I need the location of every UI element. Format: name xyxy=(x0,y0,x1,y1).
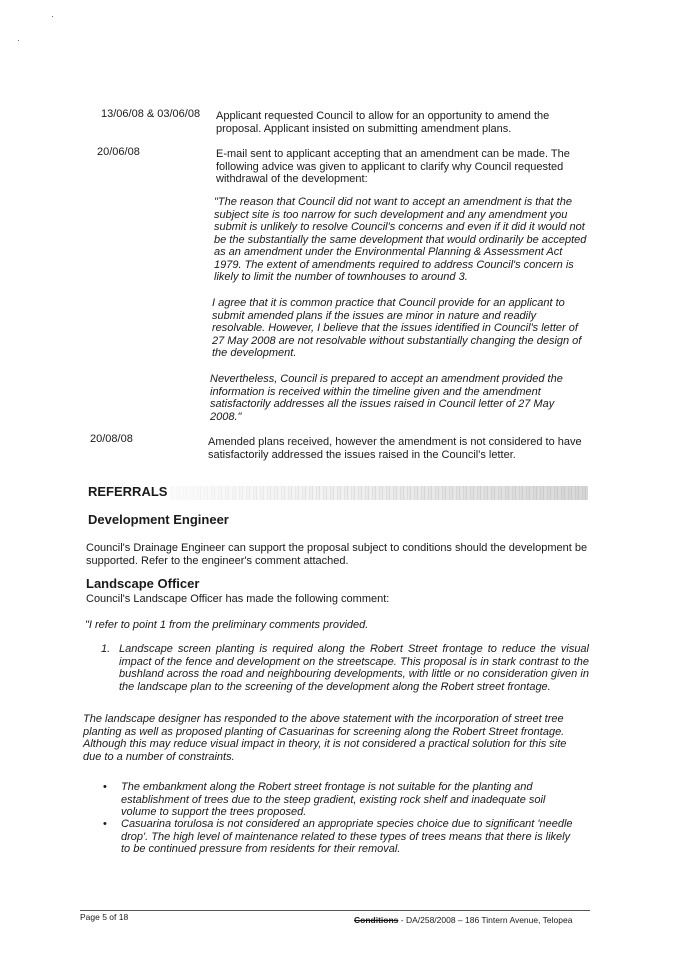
quote-paragraph: Nevertheless, Council is prepared to accept an amendment provided the information is received within the timeline given and the amendment satisfactorily addresses all the issues raised in Council letter of 27 May 2008." xyxy=(210,373,563,423)
bullet-icon: • xyxy=(103,781,107,793)
scan-speck xyxy=(52,16,53,17)
section-heading: REFERRALS xyxy=(88,484,168,499)
quote-paragraph: I agree that it is common practice that Council provide for an applicant to submit amended plans if the issues are minor in nature and readily resolvable. However, I believe that the issues identified in Council's letter of 27 May 2008 are not resolvable without substantially changing the design of the development. xyxy=(212,297,582,359)
timeline-date: 20/06/08 xyxy=(97,146,140,158)
subheading-landscape-officer: Landscape Officer xyxy=(86,576,200,591)
timeline-text: Amended plans received, however the amendment is not considered to have satisfactorily addressed the issues raised in the Council's letter. xyxy=(208,436,582,461)
engineer-comment: Council's Drainage Engineer can support the proposal subject to conditions should the development be supported. Refer to the engineer's comment attached. xyxy=(86,542,588,567)
quote-paragraph: "The reason that Council did not want to accept an amendment is that the subject site is too narrow for such development and any amendment you submit is unlikely to resolve Council's concerns and even if it did it would not be the substantially the same development that would ordinarily be accepted as an amendment under the Environmental Planning & Assessment Act 1979. The extent of amendments required to address Council's concern is likely to limit the number of townhouses to around 3. xyxy=(214,196,587,283)
subheading-development-engineer: Development Engineer xyxy=(88,512,229,527)
bullet-icon: • xyxy=(103,818,107,830)
timeline-text: Applicant requested Council to allow for an opportunity to amend the proposal. Applicant insisted on submitting amendment plans. xyxy=(216,110,550,135)
landscape-quote-intro: "I refer to point 1 from the preliminary comments provided. xyxy=(85,619,369,631)
footer-struck-word: Conditions xyxy=(354,915,399,925)
footer-reference xyxy=(354,915,572,925)
timeline-date: 13/06/08 & 03/06/08 xyxy=(101,108,201,120)
bullet-item: Casuarina torulosa is not considered an appropriate species choice due to significant 'needle drop'. The high level of maintenance related to these types of trees means that there is likely to be continued pressure from residents for their removal. xyxy=(121,818,573,855)
footer-rule xyxy=(80,910,590,911)
landscape-intro: Council's Landscape Officer has made the following comment: xyxy=(86,593,390,605)
footer-page-number: Page 5 of 18 xyxy=(80,912,129,922)
landscape-response: The landscape designer has responded to the above statement with the incorporation of street tree planting as well as proposed planting of Casuarinas for screening along the Robert Street frontage. Although this may reduce visual impact in theory, it is not considered a practical solution for this site due to a number of constraints. xyxy=(83,713,567,763)
footer-da-reference: - DA/258/2008 – 186 Tintern Avenue, Telopea xyxy=(398,915,573,925)
bullet-item: The embankment along the Robert street frontage is not suitable for the planting and establishment of trees due to the steep gradient, existing rock shelf and inadequate soil volume to support the trees proposed. xyxy=(121,781,546,818)
numbered-marker: 1. xyxy=(101,643,111,655)
numbered-item: Landscape screen planting is required along the Robert Street frontage to reduce the visual impact of the fence and development on the streetscape. This proposal is in stark contrast to the bushland across the road and neighbouring developments, with little or no consideration given in the landscape plan to the screening of the development along the Robert street frontage. xyxy=(119,643,589,693)
heading-band xyxy=(170,486,588,500)
timeline-date: 20/08/08 xyxy=(90,433,133,445)
timeline-text: E-mail sent to applicant accepting that an amendment can be made. The following advice was given to applicant to clarify why Council requested withdrawal of the development: xyxy=(216,148,570,185)
scan-speck xyxy=(18,40,19,41)
